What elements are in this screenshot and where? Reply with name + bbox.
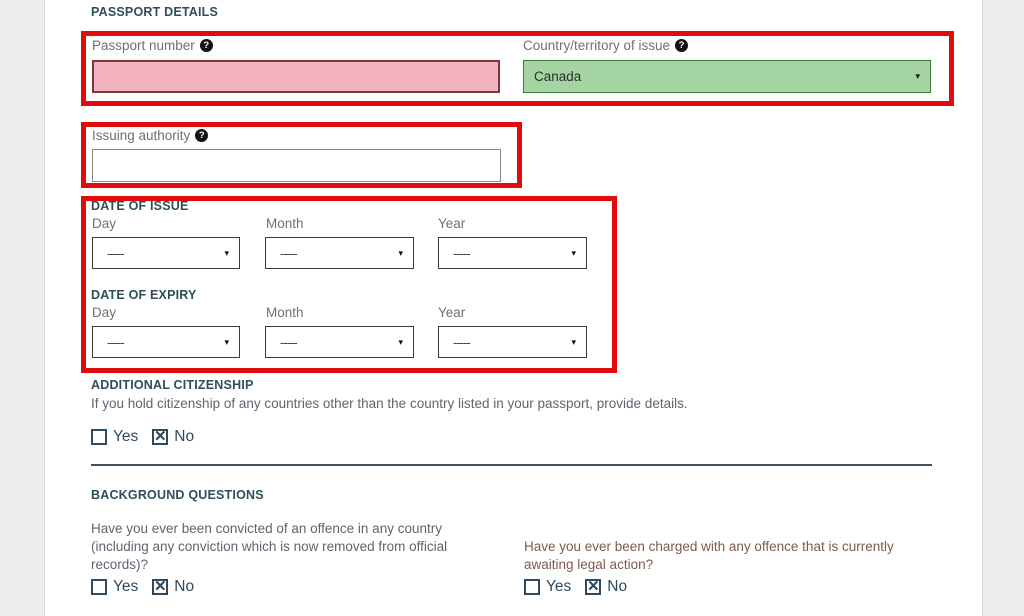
chevron-down-icon: ▾ <box>398 336 403 347</box>
convicted-no-label: No <box>174 578 195 595</box>
convicted-no-checkbox[interactable] <box>152 576 168 597</box>
convicted-yes-checkbox[interactable] <box>91 579 107 595</box>
country-of-issue-label-text: Country/territory of issue <box>523 38 671 53</box>
charged-yes-label: Yes <box>546 578 572 595</box>
checked-x-icon: × <box>587 576 599 597</box>
issuing-authority-input[interactable] <box>92 149 501 182</box>
form-page <box>44 0 983 616</box>
chevron-down-icon: ▾ <box>571 247 576 258</box>
country-of-issue-label <box>523 38 688 53</box>
chevron-down-icon: ▾ <box>398 247 403 258</box>
chevron-down-icon: ▾ <box>224 336 229 347</box>
citizenship-yes-label: Yes <box>113 428 139 445</box>
issue-day-label: Day <box>92 216 117 231</box>
checked-x-icon: × <box>154 576 166 597</box>
citizenship-yes-checkbox[interactable] <box>91 429 107 445</box>
issue-year-label: Year <box>438 216 466 231</box>
issuing-authority-label-text: Issuing authority <box>92 128 191 143</box>
country-of-issue-selected-value: Canada <box>534 69 582 84</box>
issue-month-label: Month <box>266 216 304 231</box>
expiry-year-select[interactable] <box>438 326 587 358</box>
expiry-day-label: Day <box>92 305 117 320</box>
convicted-yes-label: Yes <box>113 578 139 595</box>
issue-month-select[interactable] <box>265 237 414 269</box>
additional-citizenship-title: ADDITIONAL CITIZENSHIP <box>91 378 254 392</box>
passport-number-input[interactable] <box>92 60 500 93</box>
expiry-year-label: Year <box>438 305 466 320</box>
expiry-day-selected-value: ----- <box>107 334 124 350</box>
passport-number-label <box>92 38 213 53</box>
passport-number-help-icon[interactable]: ? <box>200 39 213 52</box>
background-questions-title: BACKGROUND QUESTIONS <box>91 488 264 502</box>
question-convicted-text: Have you ever been convicted of an offence in any country (including any conviction which is now removed from official records)? <box>91 521 448 572</box>
issue-day-select[interactable] <box>92 237 240 269</box>
issue-month-selected-value: ----- <box>280 245 297 261</box>
expiry-day-select[interactable] <box>92 326 240 358</box>
charged-yes-checkbox[interactable] <box>524 579 540 595</box>
question-charged-yes-no <box>524 578 641 596</box>
issuing-authority-help-icon[interactable]: ? <box>195 129 208 142</box>
charged-no-label: No <box>607 578 628 595</box>
question-convicted-yes-no <box>91 578 208 596</box>
country-of-issue-help-icon[interactable]: ? <box>675 39 688 52</box>
date-of-issue-title: DATE OF ISSUE <box>91 199 189 213</box>
expiry-month-select[interactable] <box>265 326 414 358</box>
additional-citizenship-yes-no <box>91 428 208 446</box>
citizenship-no-label: No <box>174 428 195 445</box>
additional-citizenship-description: If you hold citizenship of any countries other than the country listed in your passport, provide details. <box>91 396 688 411</box>
citizenship-no-checkbox[interactable] <box>152 426 168 447</box>
issue-year-select[interactable] <box>438 237 587 269</box>
date-of-expiry-title: DATE OF EXPIRY <box>91 288 197 302</box>
issue-day-selected-value: ----- <box>107 245 124 261</box>
charged-no-checkbox[interactable] <box>585 576 601 597</box>
expiry-month-label: Month <box>266 305 304 320</box>
section-divider <box>91 464 932 466</box>
chevron-down-icon: ▾ <box>915 71 920 81</box>
issue-year-selected-value: ----- <box>453 245 470 261</box>
chevron-down-icon: ▾ <box>224 247 229 258</box>
country-of-issue-select[interactable] <box>523 60 931 93</box>
expiry-month-selected-value: ----- <box>280 334 297 350</box>
question-charged-text: Have you ever been charged with any offence that is currently awaiting legal action? <box>524 539 894 572</box>
issuing-authority-label <box>92 128 208 143</box>
chevron-down-icon: ▾ <box>571 336 576 347</box>
passport-details-title: PASSPORT DETAILS <box>91 5 219 19</box>
checked-x-icon: × <box>154 426 166 447</box>
passport-number-label-text: Passport number <box>92 38 195 53</box>
expiry-year-selected-value: ----- <box>453 334 470 350</box>
